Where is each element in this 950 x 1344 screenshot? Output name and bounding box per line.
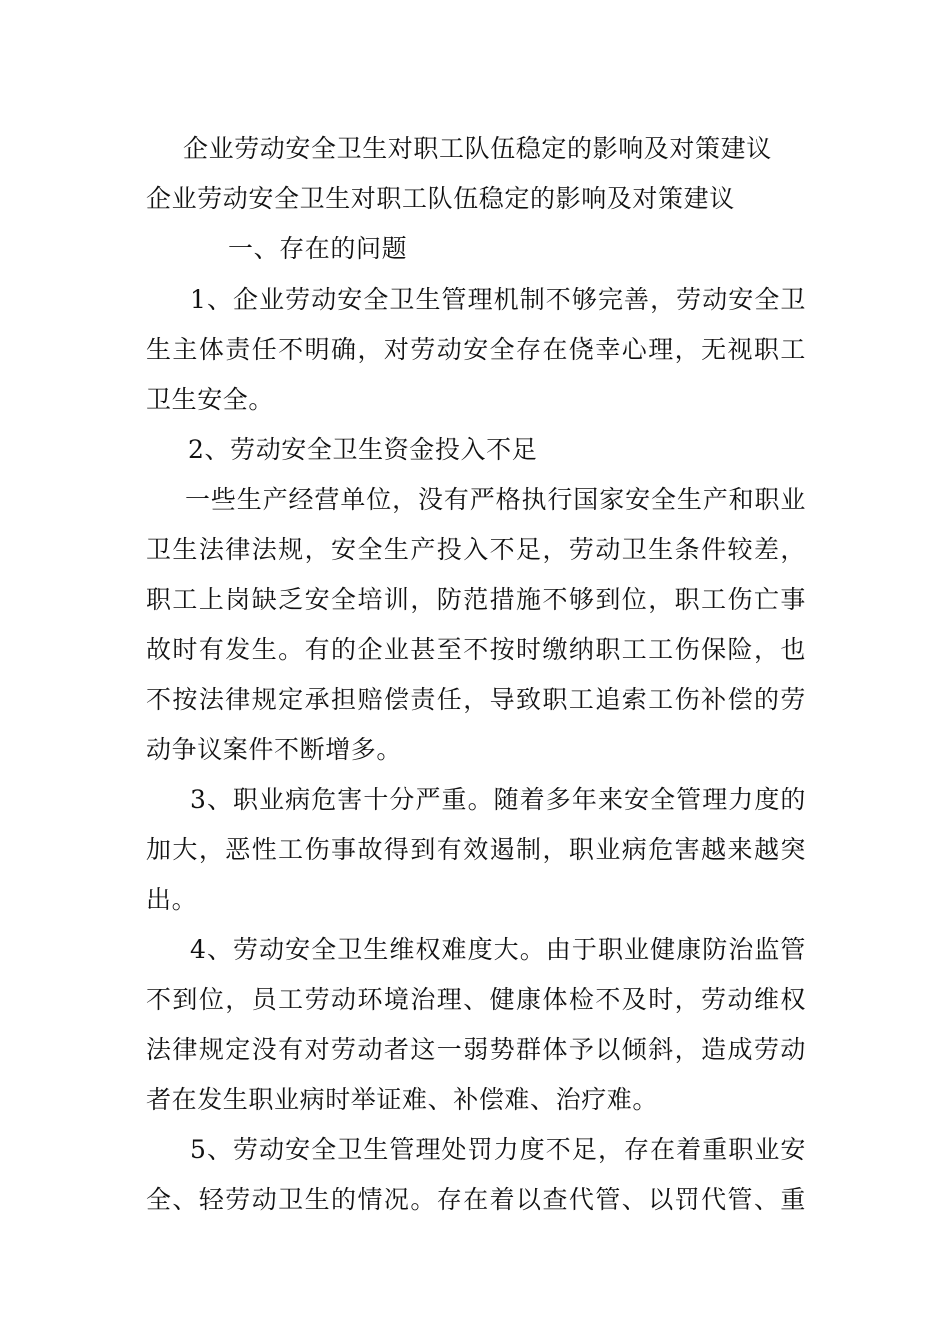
paragraph-1-line-3: 卫生安全。 bbox=[146, 385, 275, 414]
paragraph-5-line-4: 者在发生职业病时举证难、补偿难、治疗难。 bbox=[146, 1085, 659, 1114]
paragraph-5-line-1: 4、劳动安全卫生维权难度大。由于职业健康防治监管 bbox=[190, 935, 806, 964]
paragraph-3-line-1: 一些生产经营单位，没有严格执行国家安全生产和职业 bbox=[185, 485, 806, 514]
paragraph-4-line-1: 3、职业病危害十分严重。随着多年来安全管理力度的 bbox=[190, 785, 806, 814]
paragraph-3-line-3: 职工上岗缺乏安全培训，防范措施不够到位，职工伤亡事 bbox=[146, 585, 806, 614]
paragraph-6-line-1: 5、劳动安全卫生管理处罚力度不足，存在着重职业安 bbox=[190, 1135, 806, 1164]
paragraph-1-line-1: 1、企业劳动安全卫生管理机制不够完善，劳动安全卫 bbox=[190, 285, 806, 314]
paragraph-1-line-2: 生主体责任不明确，对劳动安全存在侥幸心理，无视职工 bbox=[146, 335, 806, 364]
paragraph-3-line-2: 卫生法律法规，安全生产投入不足，劳动卫生条件较差， bbox=[146, 535, 806, 564]
paragraph-4-line-3: 出。 bbox=[146, 885, 198, 914]
paragraph-2-heading: 2、劳动安全卫生资金投入不足 bbox=[188, 435, 538, 464]
document-title: 企业劳动安全卫生对职工队伍稳定的影响及对策建议 bbox=[183, 134, 772, 163]
document-title-repeat: 企业劳动安全卫生对职工队伍稳定的影响及对策建议 bbox=[146, 184, 735, 213]
paragraph-3-line-5: 不按法律规定承担赔偿责任，导致职工追索工伤补偿的劳 bbox=[146, 685, 806, 714]
paragraph-3-line-4: 故时有发生。有的企业甚至不按时缴纳职工工伤保险，也 bbox=[146, 635, 806, 664]
paragraph-4-line-2: 加大，恶性工伤事故得到有效遏制，职业病危害越来越突 bbox=[146, 835, 806, 864]
section-heading: 一、存在的问题 bbox=[228, 234, 408, 263]
paragraph-3-line-6: 动争议案件不断增多。 bbox=[146, 735, 403, 764]
paragraph-5-line-3: 法律规定没有对劳动者这一弱势群体予以倾斜，造成劳动 bbox=[146, 1035, 806, 1064]
paragraph-6-line-2: 全、轻劳动卫生的情况。存在着以查代管、以罚代管、重 bbox=[146, 1185, 806, 1214]
paragraph-5-line-2: 不到位，员工劳动环境治理、健康体检不及时，劳动维权 bbox=[146, 985, 806, 1014]
